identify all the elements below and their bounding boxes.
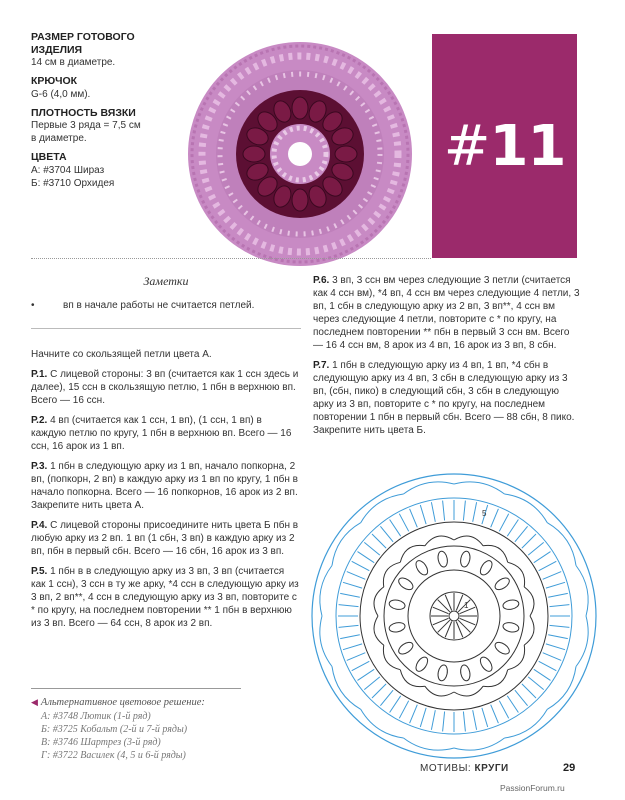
divider: [31, 258, 431, 259]
chart-stitch: [463, 712, 465, 732]
chart-arc: [547, 667, 576, 710]
chart-popcorn: [459, 664, 471, 681]
chart-arc: [454, 686, 483, 696]
alt-line: А: #3748 Лютик (1-й ряд): [41, 711, 151, 722]
chart-stitch: [399, 514, 408, 532]
chart-stitch: [507, 520, 518, 537]
chart-popcorn: [437, 664, 449, 681]
chart-popcorn: [397, 576, 415, 592]
chart-arc: [505, 494, 548, 523]
chart-stitch: [343, 644, 362, 650]
chart-stitch: [491, 509, 499, 528]
chart-stitch: [548, 593, 568, 597]
chart-stitch: [443, 712, 445, 732]
size-heading: РАЗМЕР ГОТОВОГО ИЗДЕЛИЯ: [31, 31, 135, 56]
chart-stitch: [491, 705, 499, 724]
badge-hash: #: [443, 113, 490, 179]
chart-popcorn: [437, 550, 449, 567]
chart-stitch: [515, 526, 528, 542]
chart-arc: [454, 482, 505, 494]
chart-arc: [524, 587, 534, 616]
chart-stitch: [364, 677, 380, 690]
row-2: Р.2. 4 вп (считается как 1 ссн, 1 вп), (1 ссн, 1 вп) в каждую петлю по кругу, 1 пбн в верхнюю вп. Всего — 16 ссн, 16 арок из 1 вп.: [31, 415, 292, 452]
chart-row-5-label: 5: [482, 509, 487, 518]
chart-arc: [374, 587, 384, 616]
hook-value: G-6 (4,0 мм).: [31, 88, 91, 100]
chart-stitch: [539, 661, 557, 670]
chart-stitch: [431, 710, 435, 730]
chart-popcorn: [502, 621, 519, 633]
chart-arc: [454, 536, 483, 546]
chart-stitch: [340, 635, 360, 639]
chart-stitch: [543, 572, 562, 580]
alt-colorway: [31, 688, 241, 762]
gauge-value: Первые 3 ряда = 7,5 см в диаметре.: [31, 120, 141, 144]
chart-arc: [547, 523, 576, 566]
chart-arc: [425, 536, 454, 546]
chart-popcorn: [493, 640, 511, 656]
chart-stitch: [347, 653, 366, 661]
chart-stitch: [499, 701, 508, 719]
petal: [335, 146, 357, 162]
colors-heading: ЦВЕТА: [31, 151, 67, 163]
chart-popcorn: [414, 559, 430, 577]
chart-arc: [576, 616, 588, 667]
chart-stitch: [372, 534, 386, 548]
chart-arc: [524, 616, 534, 645]
chart-arc: [332, 523, 361, 566]
pattern-number-badge: [432, 34, 577, 258]
chart-stitch: [522, 684, 536, 698]
chart-stitch: [443, 501, 445, 521]
chart-arc: [454, 738, 505, 750]
chart-stitch: [515, 690, 528, 706]
chart-stitch: [473, 502, 477, 522]
chart-stitch: [534, 552, 551, 563]
chart-arc: [361, 709, 404, 738]
chart-arc: [332, 667, 361, 710]
chart-arc: [320, 566, 332, 617]
chart-stitch: [420, 505, 426, 524]
chart-popcorn: [478, 655, 494, 673]
watermark: PassionForum.ru: [500, 783, 565, 793]
chart-stitch: [347, 572, 366, 580]
chart-stitch: [352, 661, 370, 670]
chart-stitch: [543, 653, 562, 661]
intro-text: Начните со скользящей петли цвета А.: [31, 349, 212, 360]
chart-stitch: [380, 526, 393, 542]
row-6: Р.6. 3 вп, 3 ссн вм через следующие 3 петли (считается как 4 ссн вм), *4 вп, 4 ссн вм через следующие 4 петли, 3 вп, 1 сбн в следующую арку из 2 вп, 3 вп**, 4 ссн вм через следующие 4 петли, повторите с * по кругу, на последнем повторении ** пбн в первый 3 ссн вм. Всего — 16 4 ссн вм, 8 арок из 4 вп, 16 арок из 3 вп, 8 сбн.: [313, 275, 580, 351]
badge-number: 11: [489, 113, 566, 179]
instructions-left: [31, 348, 299, 637]
chart-popcorn: [414, 655, 430, 673]
chart-stitch: [343, 582, 362, 588]
chart-popcorn: [478, 559, 494, 577]
chart-stitch: [499, 514, 508, 532]
chart-stitch: [463, 501, 465, 521]
chart-stitch: [339, 625, 359, 627]
chart-stitch: [522, 534, 536, 548]
petal: [292, 189, 308, 211]
chart-stitch: [528, 542, 544, 555]
size-value: 14 см в диаметре.: [31, 57, 116, 68]
motif-photo: [184, 38, 416, 270]
row-3: Р.3. 1 пбн в следующую арку из 1 вп, начало попкорна, 2 вп, (попкорн, 2 вп) в каждую арку из 1 вп по кругу, 1 пбн в начало попкорна. Всего — 16 попкорнов, 16 арок из 2 вп. Закрепите нить цвета А.: [31, 461, 298, 511]
chart-popcorn: [493, 576, 511, 592]
alt-line: Б: #3725 Кобальт (2-й и 7-й ряды): [41, 724, 188, 735]
specifications-block: [31, 31, 181, 196]
chart-stitch: [390, 520, 401, 537]
chart-stitch: [410, 705, 418, 724]
chart-stitch: [473, 710, 477, 730]
alt-line: В: #3746 Шартрез (3-й ряд): [41, 737, 161, 748]
chart-stitch: [364, 542, 380, 555]
chart-stitch: [431, 502, 435, 522]
chart-popcorn: [502, 599, 519, 611]
chart-stitch: [372, 684, 386, 698]
chart-row-1-label: 1: [464, 601, 469, 610]
petal: [243, 146, 265, 162]
chart-stitch: [550, 605, 570, 607]
notes-writing-line: [31, 328, 301, 329]
chart-stitch: [380, 690, 393, 706]
chart-stitch: [339, 605, 359, 607]
chart-popcorn: [459, 550, 471, 567]
chart-stitch: [358, 552, 375, 563]
chart-stitch: [399, 701, 408, 719]
chart-stitch: [534, 669, 551, 680]
chart-popcorn: [397, 640, 415, 656]
chart-arc: [404, 738, 455, 750]
alt-line: Г: #3722 Василек (4, 5 и 6-й ряды): [41, 750, 186, 761]
page-number: 29: [563, 762, 576, 774]
chart-arc: [361, 494, 404, 523]
notes-item: • вп в начале работы не считается петлей.: [31, 300, 255, 311]
chart-stitch: [340, 593, 360, 597]
chart-stitch: [548, 635, 568, 639]
triangle-left-icon: ◀: [31, 697, 38, 707]
footer-section: МОТИВЫ: КРУГИ: [420, 763, 509, 774]
chart-stitch: [539, 561, 557, 570]
chart-arc: [374, 616, 384, 645]
row-5: Р.5. 1 пбн в в следующую арку из 3 вп, 3 вп (считается как 1 ссн), 3 ссн в ту же арку, *4 ссн в следующую арку из 3 вп, 2 вп**, 4 ссн в следующую арку из 3 вп, повторите с * по кругу, на последнем повторении ** 1 пбн в верхнюю из 3 вп. Всего — 64 ссн, 8 арок из 2 вп.: [31, 566, 299, 629]
colors-value: А: #3704 Шираз Б: #3710 Орхидея: [31, 164, 115, 189]
chart-arc: [576, 566, 588, 617]
gauge-heading: ПЛОТНОСТЬ ВЯЗКИ: [31, 106, 136, 119]
chart-arc: [425, 686, 454, 696]
petal: [292, 97, 308, 119]
hook-heading: КРЮЧОК: [31, 75, 78, 87]
row-1: Р.1. С лицевой стороны: 3 вп (считается как 1 ссн здесь и далее), 15 ссн в скользящую петлю, 1 пбн в верхнюю вп. Всего — 16 ссн.: [31, 369, 299, 406]
chart-popcorn: [388, 621, 405, 633]
instructions-right: [313, 274, 581, 444]
row-4: Р.4. С лицевой стороны присоедините нить цвета Б пбн в любую арку из 2 вп. 1 вп (1 сбн, 3 вп) в каждую арку из 2 вп, пбн в первый сбн. Всего — 16 сбн, 16 арок из 3 вп.: [31, 520, 299, 557]
notes-title: Заметки: [143, 274, 189, 288]
crochet-chart: [306, 468, 602, 764]
chart-stitch: [358, 669, 375, 680]
alt-title: ◀ Альтернативное цветовое решение:: [31, 697, 205, 708]
chart-stitch: [420, 708, 426, 727]
chart-stitch: [482, 708, 488, 727]
chart-stitch: [550, 625, 570, 627]
chart-stitch: [390, 696, 401, 713]
chart-stitch: [410, 509, 418, 528]
chart-arc: [505, 709, 548, 738]
chart-stitch: [546, 644, 565, 650]
row-7: Р.7. 1 пбн в следующую арку из 4 вп, 1 вп, *4 сбн в следующую арку из 4 вп, 3 сбн в следующую арку из 3 вп, (сбн, пико) в следующий сбн, 3 сбн в следующую арку из 3 вп, повторите с * по кругу, на последнем повторении 1 пбн в первый сбн. Всего — 88 сбн, 8 пико. Закрепите нить цвета Б.: [313, 360, 575, 436]
chart-stitch: [528, 677, 544, 690]
chart-stitch: [546, 582, 565, 588]
chart-popcorn: [388, 599, 405, 611]
chart-stitch: [507, 696, 518, 713]
chart-stitch: [352, 561, 370, 570]
chart-arc: [320, 616, 332, 667]
chart-arc: [404, 482, 455, 494]
